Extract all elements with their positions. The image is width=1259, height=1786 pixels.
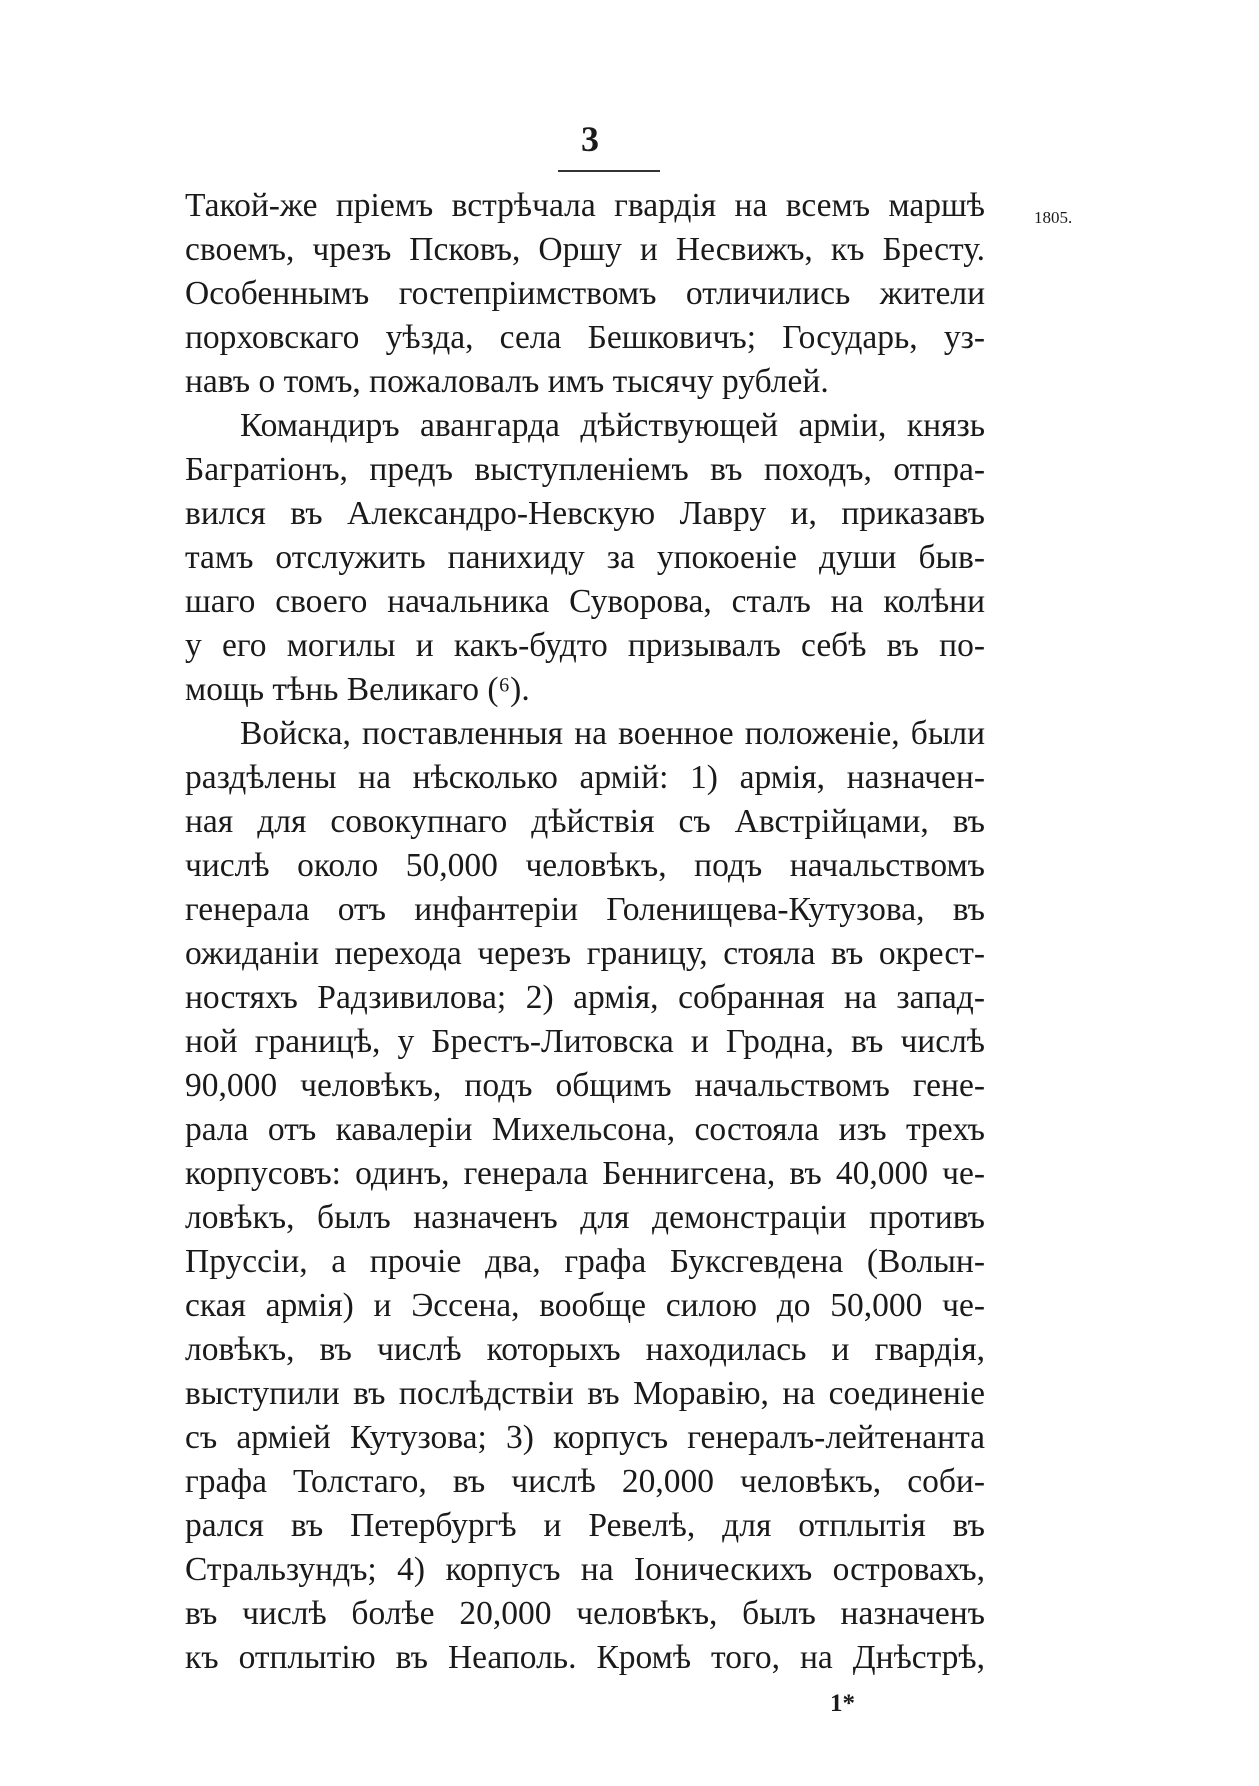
text-line: выступили въ послѣдствіи въ Моравію, на соединеніе [185,1375,985,1412]
text-line: рала отъ кавалеріи Михельсона, состояла изъ трехъ [185,1111,985,1148]
text-line: ловѣкъ, былъ назначенъ для демонстраціи противъ [185,1199,985,1236]
text-line: навъ о томъ, пожаловалъ имъ тысячу рублей. [185,363,829,400]
text-line: ожиданіи перехода черезъ границу, стояла въ окрест- [185,935,985,972]
text-line: съ арміей Кутузова; 3) корпусъ генералъ-лейтенанта [185,1419,985,1456]
text-line: вился въ Александро-Невскую Лавру и, приказавъ [185,495,985,532]
text-line: 90,000 человѣкъ, подъ общимъ начальствомъ гене- [185,1067,985,1104]
text-line: у его могилы и какъ-будто призывалъ себѣ въ по- [185,627,985,664]
margin-year: 1805. [1034,208,1073,227]
text-line: къ отплытію въ Неаполь. Кромѣ того, на Днѣстрѣ, [185,1639,985,1676]
text-line: Пруссіи, а прочіе два, графа Буксгевдена (Волын- [185,1243,985,1280]
text-line: Стральзундъ; 4) корпусъ на Іоническихъ островахъ, [185,1551,985,1588]
text-line: Особеннымъ гостепріимствомъ отличились жители [185,275,985,312]
text-line: своемъ, чрезъ Псковъ, Оршу и Несвижъ, къ Бресту. [185,231,985,268]
text-line: Багратіонъ, предъ выступленіемъ въ походъ, отпра- [185,451,985,488]
text-line: числѣ около 50,000 человѣкъ, подъ начальствомъ [185,847,985,884]
signature-mark: 1* [830,1690,855,1717]
text-line: ловѣкъ, въ числѣ которыхъ находилась и гвардія, [185,1331,985,1368]
text-line: рался въ Петербургѣ и Ревелѣ, для отплытія въ [185,1507,985,1544]
header-rule [558,170,660,172]
text-line: ной границѣ, у Брестъ-Литовска и Гродна, въ числѣ [185,1023,985,1060]
text-line: ская армія) и Эссена, вообще силою до 50,000 че- [185,1287,985,1324]
page-number: 3 [581,119,599,159]
text-line: корпусовъ: одинъ, генерала Беннигсена, въ 40,000 че- [185,1155,985,1192]
text-line: раздѣлены на нѣсколько армій: 1) армія, назначен- [185,759,985,796]
text-line: въ числѣ болѣе 20,000 человѣкъ, былъ назначенъ [185,1595,985,1632]
text-line: ная для совокупнаго дѣйствія съ Австрійцами, въ [185,803,985,840]
text-line: мощь тѣнь Великаго (⁶). [185,671,530,708]
text-line: тамъ отслужить панихиду за упокоеніе души быв- [185,539,985,576]
text-line: ностяхъ Радзивилова; 2) армія, собранная на запад- [185,979,985,1016]
text-line: графа Толстаго, въ числѣ 20,000 человѣкъ, соби- [185,1463,985,1500]
text-line: порховскаго уѣзда, села Бешковичъ; Государь, уз- [185,319,985,356]
text-line: генерала отъ инфантеріи Голенищева-Кутузова, въ [185,891,985,928]
text-line: Командиръ авангарда дѣйствующей арміи, князь [240,407,985,444]
text-line: шаго своего начальника Суворова, сталъ на колѣни [185,583,985,620]
text-line: Такой-же пріемъ встрѣчала гвардія на всемъ маршѣ [185,187,985,224]
text-line: Войска, поставленныя на военное положеніе, были [240,715,985,752]
